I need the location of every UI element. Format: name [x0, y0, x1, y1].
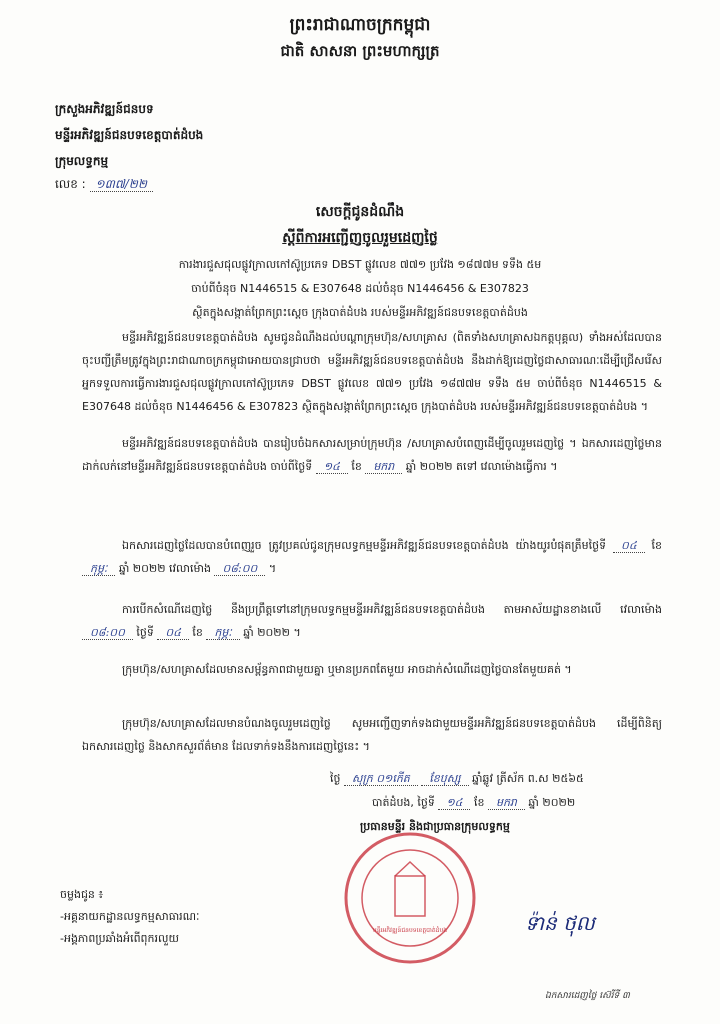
p2-month-label: ខែ [351, 460, 362, 473]
lunar-era: ព.ស ២៥៦៥ [527, 772, 584, 785]
reference-value: ១៣៧/២២ [90, 177, 153, 192]
recipients-heading: ចម្លងជូន ៖ [60, 888, 104, 901]
committee-line: ក្រុមលទ្ធកម្ម [55, 154, 109, 168]
p4-day: ០៤ [157, 626, 189, 640]
p2-text-b: ឆ្នាំ ២០២២ តទៅ វេលាម៉ោងធ្វើការ ។ [405, 460, 558, 473]
project-line-1: ការងារជួសជុលផ្លូវក្រាលកៅស៊ូប្រភេទ DBST ផ្លូវលេខ ៧៧១ ប្រវែង ១៨៧៧ម ទទឹង ៥ម [178, 258, 542, 271]
footer-note: ឯកសារដេញថ្លៃ ស៊េរីទី ៣ [545, 991, 630, 1001]
p4-time: ០៨:០០ [82, 626, 133, 640]
lunar-prefix: ថ្ងៃ [330, 772, 341, 785]
p2-text-a: មន្ទីរអភិវឌ្ឍន៍ជនបទខេត្តបាត់ដំបង បានរៀបចំឯកសារសម្រាប់ក្រុមហ៊ុន /សហគ្រាសបំពេញដើម្បីចូលរួមដេញថ្លៃ ។ ឯកសារដេញថ្លៃមានដាក់លក់នៅមន្ទីរអភិវឌ្ឍន៍ជនបទខេត្តបាត់ដំបង ចាប់ពីថ្ងៃទី [82, 437, 662, 473]
reference-label: លេខ : [55, 177, 86, 191]
notice-title: សេចក្តីជូនដំណឹង [315, 204, 405, 220]
solar-month-label: ខែ [473, 796, 485, 809]
notice-subject: ស្តីពីការអញ្ជើញចូលរួមដេញថ្លៃ [282, 230, 438, 246]
stamp-text: មន្ទីរអភិវឌ្ឍន៍ជនបទខេត្តបាត់ដំបង [372, 927, 448, 934]
signature: ទ៉ាន់ ថុល [525, 911, 595, 935]
p4-text-a: ការបើកសំណើដេញថ្លៃ នឹងប្រព្រឹត្តទៅនៅក្រុមលទ្ធកម្មមន្ទីរអភិវឌ្ឍន៍ជនបទខេត្តបាត់ដំបង តាមអាស័យដ្ឋានខាងលើ វេលាម៉ោង [122, 603, 662, 616]
p4-day-label: ថ្ងៃទី [136, 626, 154, 639]
project-line-2: ចាប់ពីចំនុច N1446515 & E307648 ដល់ចំនុច N1446456 & E307823 [191, 282, 529, 295]
paragraph-announcement: មន្ទីរអភិវឌ្ឍន៍ជនបទខេត្តបាត់ដំបង សូមជូនដំណឹងដល់បណ្តាក្រុមហ៊ុន/សហគ្រាស (ពិតទាំងសហគ្រាសឯកត្តបុគ្គល) ទាំងអស់ដែលបានចុះបញ្ជីត្រឹមត្រូវក្នុងព្រះរាជាណាចក្រកម្ពុជាអោយបានជ្រាបថា មន្ទីរអភិវឌ្ឍន៍ជនបទខេត្តបាត់ដំបង នឹងដាក់ឱ្យដេញថ្លៃជាសាធារណៈដើម្បីជ្រើសរើសអ្នកទទួលការធ្វើការងារជួសជុលផ្លូវក្រាលកៅស៊ូប្រភេទ DBST ផ្លូវលេខ ៧៧១ ប្រវែង ១៨៧៧ម ទទឹង ៥ម ចាប់ពីចំនុច N1446515 & E307648 ដល់ចំនុច N1446456 & E307823 ស្ថិតក្នុងសង្កាត់ព្រែកព្រះស្តេច ក្រុងបាត់ដំបង របស់មន្ទីរអភិវឌ្ឍន៍ជនបទខេត្តបាត់ដំបង ។ [82, 331, 662, 413]
paragraph-affiliation: ក្រុមហ៊ុន/សហគ្រាសដែលមានសម្ព័ន្ធភាពជាមួយគ្នា ឬមានប្រភពតែមួយ អាចដាក់សំណើដេញថ្លៃបានតែមួយគត់ ។ [122, 663, 572, 676]
kingdom-header: ព្រះរាជាណាចក្រកម្ពុជា [289, 15, 431, 35]
p3-month: កុម្ភៈ [82, 562, 115, 576]
paragraph-documents [82, 432, 662, 504]
solar-date-line [372, 796, 712, 812]
recipients-block [60, 884, 199, 950]
ministry-line: ក្រសួងអភិវឌ្ឍន៍ជនបទ [55, 102, 154, 116]
p3-end: ។ [268, 562, 277, 575]
p2-day: ១៤ [316, 460, 348, 474]
p4-end: ឆ្នាំ ២០២២ ។ [243, 626, 301, 639]
p3-year: ឆ្នាំ ២០២២ វេលាម៉ោង [118, 562, 211, 575]
paragraph-opening [82, 598, 662, 650]
p3-time: ០៨:០០ [214, 562, 265, 576]
reference-number [55, 176, 153, 194]
lunar-year: ឆ្នាំឆ្លូវ ត្រីស័ក [472, 772, 525, 785]
p4-month-label: ខែ [192, 626, 203, 639]
p2-month: មករា [365, 460, 402, 474]
official-stamp [340, 828, 480, 968]
paragraph-contact: ក្រុមហ៊ុន/សហគ្រាសដែលមានបំណងចូលរួមដេញថ្លៃ សូមអញ្ជើញទាក់ទងជាមួយមន្ទីរអភិវឌ្ឍន៍ជនបទខេត្តបាត់ដំបង ដើម្បីពិនិត្យឯកសារដេញថ្លៃ និងសាកសួរព័ត៌មាន ដែលទាក់ទងនឹងការដេញថ្លៃនេះ ។ [82, 717, 662, 753]
department-line: មន្ទីរអភិវឌ្ឍន៍ជនបទខេត្តបាត់ដំបង [55, 128, 204, 142]
solar-month: មករា [488, 796, 525, 810]
p3-text-a: ឯកសារដេញថ្លៃដែលបានបំពេញរួច ត្រូវប្រគល់ជូនក្រុមលទ្ធកម្មមន្ទីរអភិវឌ្ឍន៍ជនបទខេត្តបាត់ដំបង យ៉ាងយូរបំផុតត្រឹមថ្ងៃទី [122, 539, 607, 552]
paragraph-deadline [82, 534, 662, 586]
lunar-date-line [330, 772, 670, 788]
signer-title: ប្រធានមន្ទីរ និងជាប្រធានក្រុមលទ្ធកម្ម [360, 820, 510, 833]
recipient-item: -អគ្គនាយកដ្ឋានលទ្ធកម្មសាធារណៈ [60, 910, 200, 923]
recipient-item: -អង្គភាពប្រឆាំងអំពើពុករលួយ [60, 932, 179, 945]
ministry-block [55, 96, 203, 174]
motto-header: ជាតិ សាសនា ព្រះមហាក្សត្រ [280, 42, 440, 60]
p3-month-label: ខែ [651, 539, 663, 552]
solar-prefix: បាត់ដំបង, ថ្ងៃទី [372, 796, 435, 809]
lunar-value: សុក្រ ០១កើត [344, 772, 418, 786]
solar-year: ឆ្នាំ ២០២២ [528, 796, 576, 809]
p3-day: ០៤ [613, 539, 645, 553]
project-line-3: ស្ថិតក្នុងសង្កាត់ព្រែកព្រះស្តេច ក្រុងបាត់ដំបង របស់មន្ទីរអភិវឌ្ឍន៍ជនបទខេត្តបាត់ដំបង [192, 306, 528, 319]
solar-day: ១៤ [438, 796, 470, 810]
p4-month: កុម្ភៈ [206, 626, 239, 640]
lunar-month: ខែបុស្ស [421, 772, 468, 786]
